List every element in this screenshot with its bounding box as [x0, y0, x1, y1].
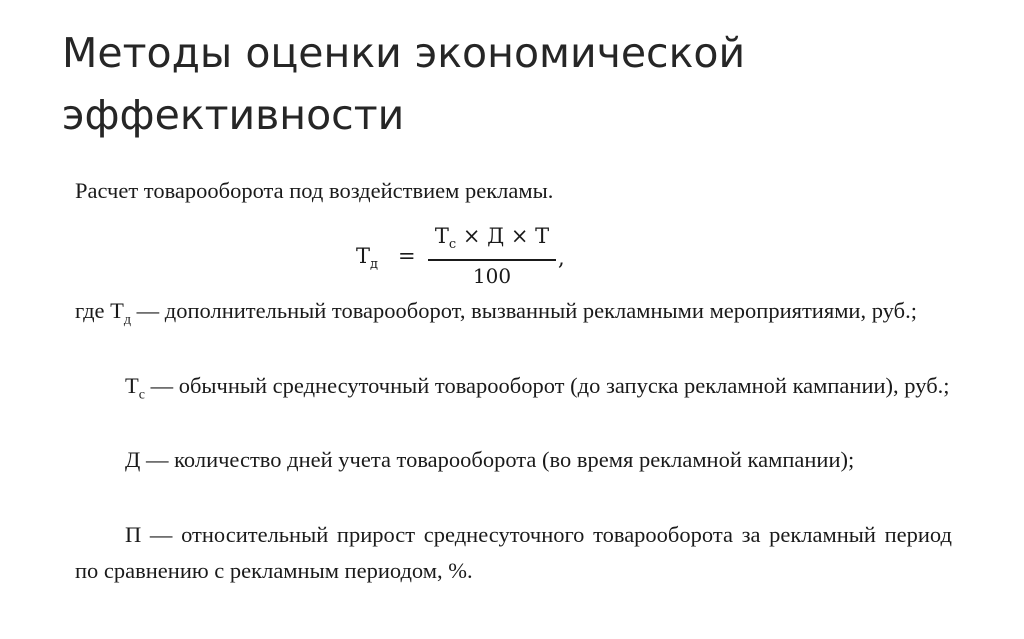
title-line-1: Методы оценки экономической: [62, 29, 746, 77]
title-line-2: эффективности: [62, 91, 405, 139]
formula-numerator: $Т_с \times Д \times Т$: [434, 224, 550, 253]
page-title: [62, 22, 962, 146]
definition-p: П — относительный прирост среднесуточного товарооборота за рекламный период по сравнению с рекламным периодом, %.: [75, 522, 952, 583]
definition-td: где $Т_д$ — дополнительный товарооборот, вызванный рекламными мероприятиями, руб.;: [75, 298, 917, 328]
formula-equals: =: [398, 244, 416, 268]
fraction-bar: [428, 259, 556, 261]
intro-text: Расчет товарооборота под воздействием рекламы.: [75, 178, 554, 203]
definition-d: Д — количество дней учета товарооборота (во время рекламной кампании);: [125, 447, 855, 472]
formula-denominator: 100: [472, 264, 512, 288]
formula-comma: ,: [558, 246, 565, 270]
formula-lhs: $Т_д$: [356, 244, 379, 273]
formula: [356, 224, 576, 294]
definition-tc: $Т_с$ — обычный среднесуточный товарооборот (до запуска рекламной кампании), руб.;: [125, 373, 950, 403]
